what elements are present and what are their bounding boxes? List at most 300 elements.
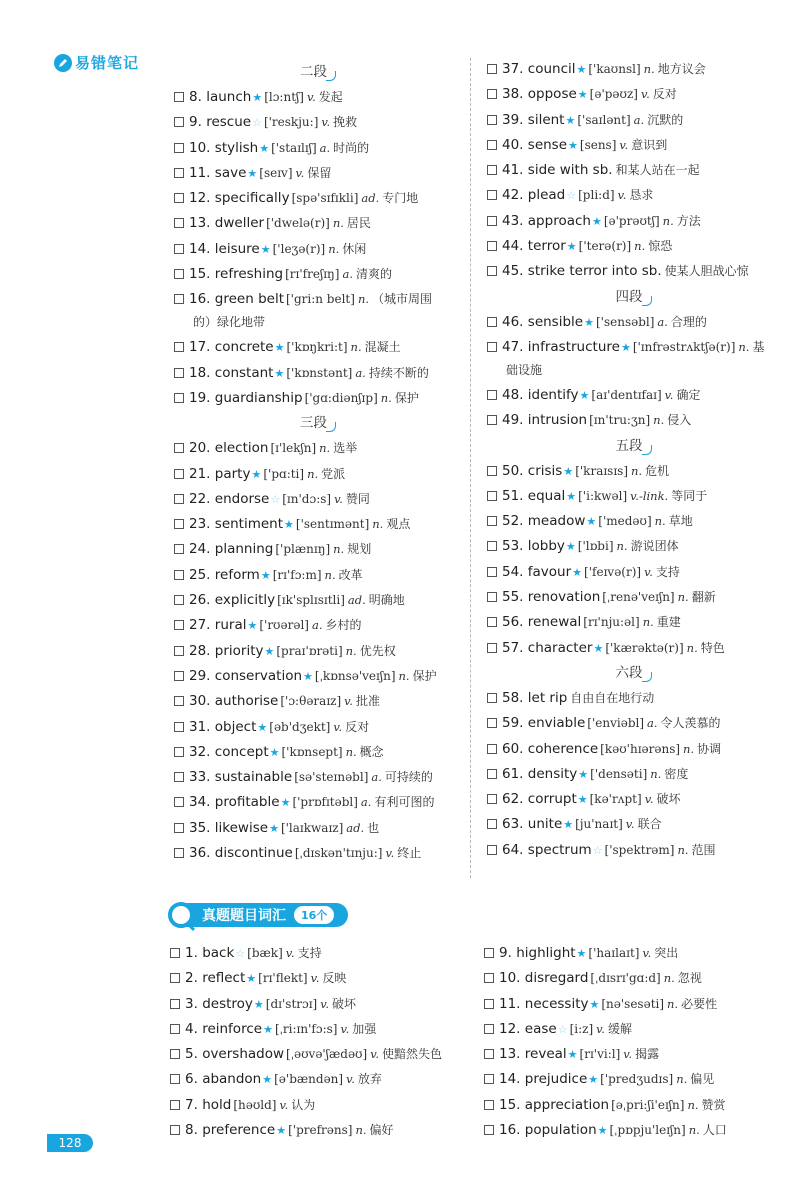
vocab-entry: [487, 310, 777, 335]
entry-pos: v.: [370, 1047, 379, 1062]
checkbox-icon[interactable]: [484, 1049, 494, 1059]
entry-word: rescue: [206, 114, 252, 131]
entry-meaning: 概念: [359, 744, 384, 759]
entry-meaning: 居民: [346, 216, 371, 231]
entry-pos: ad.: [361, 191, 380, 206]
checkbox-icon[interactable]: [487, 592, 497, 602]
vocab-entry: [487, 383, 777, 408]
entry-word: strike terror into sb.: [527, 263, 662, 280]
section-heading: [487, 661, 777, 686]
entry-meaning: 保护: [394, 390, 419, 405]
entry-word: launch: [206, 89, 252, 105]
entry-number: 10.: [189, 139, 211, 156]
entry-pos: v.: [321, 115, 331, 130]
entry-word: character: [527, 639, 593, 656]
entry-word: let rip: [527, 689, 568, 706]
checkbox-icon[interactable]: [487, 541, 497, 551]
entry-phonetic: ['sensəbl]: [595, 314, 655, 329]
entry-pos: n.: [654, 514, 666, 529]
entry-number: 5.: [185, 1046, 198, 1063]
entry-number: 39.: [502, 111, 524, 128]
checkbox-icon[interactable]: [487, 718, 497, 728]
entry-number: 32.: [189, 743, 211, 760]
entry-word: rural: [214, 617, 247, 634]
entry-meaning: 优先权: [359, 643, 396, 658]
entry-phonetic: [əˌpri:ʃi'eɪʃn]: [611, 1097, 685, 1112]
checkbox-icon[interactable]: [487, 317, 497, 327]
entry-pos: n.: [333, 542, 345, 557]
entry-word: intrusion: [527, 412, 588, 429]
checkbox-icon[interactable]: [174, 848, 184, 858]
checkbox-icon[interactable]: [170, 1024, 180, 1034]
entry-meaning: 使黯然失色: [381, 1047, 442, 1062]
checkbox-icon[interactable]: [174, 342, 184, 352]
vocab-entry: [487, 812, 777, 837]
entry-phonetic: ['kɒnsept]: [281, 744, 343, 759]
vocab-entry: [487, 259, 777, 284]
entry-word: necessity: [524, 995, 589, 1012]
entry-word: election: [214, 440, 269, 457]
entry-meaning: 重建: [656, 615, 681, 630]
entry-meaning: 反对: [345, 719, 370, 734]
vocab-entry: [487, 158, 777, 183]
entry-word: profitable: [214, 794, 280, 811]
entry-number: 52.: [502, 513, 524, 530]
star-icon: ★: [577, 793, 588, 807]
entry-word: hold: [202, 1096, 232, 1113]
star-icon: ★: [263, 1022, 273, 1036]
entry-number: 10.: [499, 970, 521, 987]
entry-pos: v.: [344, 694, 353, 709]
checkbox-icon[interactable]: [487, 516, 497, 526]
section-heading-text: 五段: [615, 437, 643, 454]
vocab-entry: [487, 408, 777, 433]
checkbox-icon[interactable]: [487, 794, 497, 804]
entry-pos: n.: [307, 466, 319, 481]
vocab-entry: [487, 636, 777, 661]
entry-phonetic: [lɔ:ntʃ]: [264, 90, 304, 104]
checkbox-icon[interactable]: [487, 140, 497, 150]
entry-pos: n.: [688, 1123, 700, 1138]
entry-meaning: 联合: [637, 817, 662, 832]
vocab-entry: [174, 237, 459, 262]
entry-number: 18.: [189, 364, 211, 381]
entry-pos: n.: [324, 567, 336, 582]
star-icon: ★: [584, 315, 594, 329]
entry-phonetic: [ə'prəʊtʃ]: [603, 213, 660, 228]
star-icon: ★: [597, 1124, 608, 1138]
vocab-entry: [487, 183, 777, 208]
checkbox-icon[interactable]: [484, 1074, 494, 1084]
logo-text: 易错笔记: [75, 54, 140, 72]
entry-pos: v.: [625, 817, 635, 832]
entry-meaning: 揭露: [635, 1047, 660, 1062]
star-icon: ★: [576, 63, 587, 76]
entry-meaning: 保护: [412, 668, 437, 683]
entry-number: 9.: [499, 945, 512, 961]
entry-word: object: [214, 718, 257, 735]
entry-number: 44.: [502, 238, 524, 255]
entry-number: 29.: [189, 667, 211, 684]
entry-number: 6.: [185, 1071, 198, 1088]
entry-word: endorse: [214, 490, 270, 507]
checkbox-icon[interactable]: [487, 241, 497, 251]
checkbox-icon[interactable]: [170, 1049, 180, 1059]
entry-phonetic: ['kɒnstənt]: [286, 365, 353, 380]
vocab-entry: [174, 715, 459, 740]
star-icon: ★: [260, 568, 271, 582]
entry-phonetic: ['kɒŋkri:t]: [286, 340, 348, 355]
entry-number: 48.: [502, 386, 524, 403]
entry-meaning: 支持: [297, 946, 322, 960]
checkbox-icon[interactable]: [174, 646, 184, 656]
vocab-entry: [170, 1017, 460, 1042]
star-icon: ★: [568, 138, 578, 152]
checkbox-icon[interactable]: [487, 643, 497, 653]
star-icon: ★: [563, 464, 574, 478]
vocab-entry: [487, 82, 777, 107]
entry-phonetic: ['i:kwəl]: [578, 488, 628, 503]
entry-number: 37.: [502, 61, 524, 77]
entry-pos: n.: [398, 668, 410, 683]
checkbox-icon[interactable]: [484, 999, 494, 1009]
entry-meaning: 改革: [338, 567, 363, 582]
entry-phonetic: ['gri:n belt]: [285, 292, 355, 307]
entry-number: 57.: [502, 639, 524, 656]
entry-number: 8.: [189, 89, 202, 105]
entry-pos: n.: [616, 539, 628, 554]
entry-number: 25.: [189, 566, 211, 583]
entry-meaning: 选举: [333, 441, 358, 456]
entry-meaning: 人口: [702, 1123, 727, 1138]
vocab-entry: [487, 610, 777, 635]
entry-pos: v.: [334, 491, 343, 506]
checkbox-icon[interactable]: [174, 570, 184, 580]
checkbox-icon[interactable]: [487, 744, 497, 754]
vocab-entry: [174, 136, 459, 161]
star-icon: ★: [264, 644, 275, 658]
entry-word: approach: [527, 212, 591, 229]
entry-pos: n.: [663, 971, 675, 986]
entry-word: planning: [214, 541, 274, 558]
checkbox-icon[interactable]: [484, 973, 494, 983]
vocab-entry: [170, 1067, 460, 1092]
star-icon: ★: [566, 240, 577, 254]
star-icon: ★: [251, 467, 262, 481]
star-icon: ★: [578, 767, 589, 781]
checkbox-icon[interactable]: [174, 823, 184, 833]
entry-word: destroy: [202, 995, 253, 1012]
star-icon: ★: [274, 341, 285, 355]
entry-word: preference: [202, 1122, 276, 1139]
vocab-entry: [487, 133, 777, 158]
checkbox-icon[interactable]: [174, 193, 184, 203]
checkbox-icon[interactable]: [170, 1074, 180, 1084]
entry-word: spectrum: [527, 841, 592, 858]
entry-meaning-continued: 础设施: [506, 362, 543, 377]
entry-number: 58.: [502, 689, 524, 706]
checkbox-icon[interactable]: [170, 1125, 180, 1135]
entry-meaning: 基: [752, 339, 765, 354]
vocab-entry: [487, 585, 777, 610]
star-icon: ★: [572, 565, 583, 579]
vocab-entry: [174, 186, 459, 211]
checkbox-icon[interactable]: [487, 390, 497, 400]
checkbox-icon[interactable]: [487, 693, 497, 703]
entry-pos: a.: [647, 716, 658, 731]
checkbox-icon[interactable]: [487, 567, 497, 577]
star-icon: ☆: [235, 947, 246, 960]
entry-number: 11.: [189, 164, 211, 181]
checkbox-icon[interactable]: [487, 845, 497, 855]
checkbox-icon[interactable]: [487, 491, 497, 501]
vocab-entry: [174, 361, 459, 386]
entry-meaning: 和某人站在一起: [615, 163, 700, 178]
entry-word: explicitly: [214, 592, 276, 609]
entry-number: 36.: [189, 845, 211, 862]
checkbox-icon[interactable]: [170, 973, 180, 983]
checkbox-icon[interactable]: [487, 165, 497, 175]
star-icon: ★: [563, 818, 574, 832]
star-icon: ★: [259, 141, 270, 155]
entry-pos: v.: [340, 1021, 350, 1036]
checkbox-icon[interactable]: [174, 544, 184, 554]
entry-phonetic: ['staɪlɪʃ]: [271, 140, 317, 155]
checkbox-icon[interactable]: [487, 190, 497, 200]
section-heading-text: 四段: [615, 288, 643, 305]
entry-phonetic: [sə'steɪnəbl]: [294, 770, 369, 785]
checkbox-icon[interactable]: [487, 64, 497, 74]
entry-pos: a.: [371, 770, 382, 785]
star-icon: ★: [247, 166, 258, 180]
entry-meaning: 清爽的: [355, 267, 392, 282]
checkbox-icon[interactable]: [487, 617, 497, 627]
entry-meaning: 乡村的: [325, 618, 362, 633]
checkbox-icon[interactable]: [484, 1024, 494, 1034]
entry-pos: n.: [319, 441, 331, 456]
checkbox-icon[interactable]: [170, 948, 180, 958]
checkbox-icon[interactable]: [174, 393, 184, 403]
entry-number: 7.: [185, 1096, 198, 1113]
entry-pos: n.: [332, 216, 344, 231]
entry-pos: v.: [640, 87, 650, 102]
checkbox-icon[interactable]: [174, 443, 184, 453]
entry-meaning: 意识到: [631, 137, 668, 152]
entry-pos: n.: [357, 292, 369, 307]
entry-pos: a.: [355, 365, 366, 380]
checkbox-icon[interactable]: [174, 671, 184, 681]
entry-word: back: [202, 945, 235, 961]
star-icon: ★: [591, 214, 602, 228]
vocab-entry: [174, 613, 459, 638]
entry-phonetic: ['spektrəm]: [604, 842, 675, 857]
entry-pos: v.: [623, 1047, 633, 1062]
section-heading-text: 三段: [300, 415, 327, 432]
entry-pos: v.: [285, 946, 295, 960]
checkbox-icon[interactable]: [487, 266, 497, 276]
entry-word: meadow: [527, 513, 586, 530]
checkbox-icon[interactable]: [174, 168, 184, 178]
checkbox-icon[interactable]: [174, 494, 184, 504]
section-heading: [487, 434, 777, 459]
star-icon: ☆: [252, 116, 262, 130]
vocab-entry: [174, 161, 459, 186]
checkbox-icon[interactable]: [487, 115, 497, 125]
checkbox-icon[interactable]: [174, 294, 184, 304]
vocab-entry: [174, 740, 459, 765]
checkbox-icon[interactable]: [170, 999, 180, 1009]
entry-word: renovation: [527, 589, 601, 606]
entry-word: concept: [214, 743, 269, 760]
vocab-entry: [487, 459, 777, 484]
checkbox-icon[interactable]: [174, 368, 184, 378]
entry-pos: v.: [644, 792, 654, 807]
vocab-entry: [487, 108, 777, 133]
entry-meaning: 草地: [668, 514, 693, 529]
entry-number: 34.: [189, 794, 211, 811]
magnifier-icon: [168, 902, 194, 928]
entry-phonetic: ['leʒə(r)]: [272, 241, 326, 256]
checkbox-icon[interactable]: [487, 89, 497, 99]
star-icon: ★: [565, 113, 576, 127]
checkbox-icon[interactable]: [484, 1100, 494, 1110]
star-icon: ★: [303, 669, 313, 683]
checkbox-icon[interactable]: [174, 747, 184, 757]
entry-phonetic: [ˌkɒnsə'veɪʃn]: [314, 668, 396, 683]
entry-meaning: 观点: [386, 517, 411, 532]
checkbox-icon[interactable]: [174, 696, 184, 706]
checkbox-icon[interactable]: [174, 595, 184, 605]
section-heading: [174, 411, 459, 436]
entry-phonetic: ['ɪnfrəstrʌktʃə(r)]: [632, 339, 736, 354]
vocab-entry: [174, 765, 459, 790]
entry-phonetic: ['saɪlənt]: [577, 112, 631, 127]
entry-meaning: 合理的: [670, 314, 707, 329]
entry-phonetic: [kəʊ'hɪərəns]: [600, 741, 681, 756]
entry-number: 8.: [185, 1122, 198, 1139]
entry-word: plead: [527, 187, 566, 204]
entry-phonetic: [aɪ'dentɪfaɪ]: [591, 387, 662, 402]
vocab-entry: [487, 560, 777, 585]
checkbox-icon[interactable]: [487, 466, 497, 476]
entry-word: corrupt: [527, 791, 577, 808]
entry-word: authorise: [214, 693, 279, 710]
checkbox-icon[interactable]: [487, 342, 497, 352]
checkbox-icon[interactable]: [174, 117, 184, 127]
entry-phonetic: ['plænɪŋ]: [275, 542, 331, 557]
checkbox-icon[interactable]: [174, 244, 184, 254]
checkbox-icon[interactable]: [487, 216, 497, 226]
checkbox-icon[interactable]: [174, 620, 184, 630]
checkbox-icon[interactable]: [484, 948, 494, 958]
star-icon: ☆: [557, 1022, 568, 1036]
entry-word: density: [527, 765, 578, 782]
star-icon: ★: [567, 1048, 578, 1062]
entry-number: 59.: [502, 715, 524, 732]
entry-pos: v.: [333, 719, 343, 734]
vocab-entry: [174, 386, 459, 411]
entry-pos: n.: [662, 213, 674, 228]
entry-pos: n.: [687, 1097, 699, 1112]
entry-word: reveal: [524, 1046, 567, 1063]
entry-word: refreshing: [214, 266, 284, 283]
entry-pos: v.: [320, 996, 330, 1011]
entry-meaning: 确定: [676, 387, 701, 402]
entry-number: 12.: [189, 190, 211, 207]
vocab-entry: [170, 1042, 460, 1067]
checkbox-icon[interactable]: [487, 819, 497, 829]
banner-title: 真题题目词汇: [202, 908, 286, 924]
entry-meaning: 专门地: [382, 191, 419, 206]
entry-number: 26.: [189, 592, 211, 609]
vocab-entry: [174, 462, 459, 487]
banner-count-badge: 16个: [294, 906, 334, 924]
vocab-entry: [487, 838, 777, 863]
star-icon: ★: [579, 388, 590, 402]
entry-meaning: 休闲: [342, 241, 367, 256]
entry-pos: v.: [385, 846, 395, 861]
entry-word: reform: [214, 566, 260, 583]
entry-number: 63.: [502, 816, 524, 833]
vocab-entry: [174, 841, 459, 866]
entry-meaning: 党派: [321, 466, 346, 481]
checkbox-icon[interactable]: [484, 1125, 494, 1135]
entry-meaning: 使某人胆战心惊: [664, 264, 749, 279]
entry-number: 24.: [189, 541, 211, 558]
entry-number: 20.: [189, 440, 211, 457]
entry-number: 41.: [502, 162, 524, 179]
star-icon: ★: [284, 518, 294, 532]
checkbox-icon[interactable]: [170, 1100, 180, 1110]
checkbox-icon[interactable]: [174, 143, 184, 153]
entry-meaning: 破坏: [656, 792, 681, 807]
checkbox-icon[interactable]: [174, 519, 184, 529]
checkbox-icon[interactable]: [174, 469, 184, 479]
star-icon: ★: [576, 947, 587, 960]
checkbox-icon[interactable]: [487, 415, 497, 425]
entry-word: conservation: [214, 667, 303, 684]
entry-phonetic: ['reskju:]: [263, 115, 319, 130]
entry-number: 38.: [502, 86, 524, 103]
entry-phonetic: ['laɪkwaɪz]: [280, 820, 344, 835]
vocab-entry: [170, 1093, 460, 1118]
entry-number: 12.: [499, 1020, 521, 1037]
entry-phonetic: [ə'pəʊz]: [589, 87, 638, 102]
entry-pos: a.: [633, 112, 645, 127]
entry-phonetic: ['pɑ:ti]: [263, 466, 305, 481]
checkbox-icon[interactable]: [174, 218, 184, 228]
entry-number: 4.: [185, 1020, 198, 1037]
vocab-entry: [174, 512, 459, 537]
entry-meaning: 方法: [676, 213, 701, 228]
entry-phonetic: ['kaʊnsl]: [588, 62, 641, 76]
checkbox-icon[interactable]: [174, 797, 184, 807]
entry-pos: v.: [664, 387, 674, 402]
checkbox-icon[interactable]: [487, 769, 497, 779]
section-banner: [168, 902, 348, 928]
checkbox-icon[interactable]: [174, 722, 184, 732]
checkbox-icon[interactable]: [174, 269, 184, 279]
entry-pos: a.: [311, 618, 323, 633]
entry-meaning: 规划: [347, 542, 372, 557]
checkbox-icon[interactable]: [174, 772, 184, 782]
entry-word: party: [214, 465, 251, 482]
checkbox-icon[interactable]: [174, 92, 184, 102]
entry-phonetic: [ˌəʊvə'ʃædəʊ]: [286, 1047, 368, 1062]
entry-number: 50.: [502, 462, 524, 479]
entry-pos: n.: [372, 517, 384, 532]
star-icon: ★: [620, 340, 631, 354]
